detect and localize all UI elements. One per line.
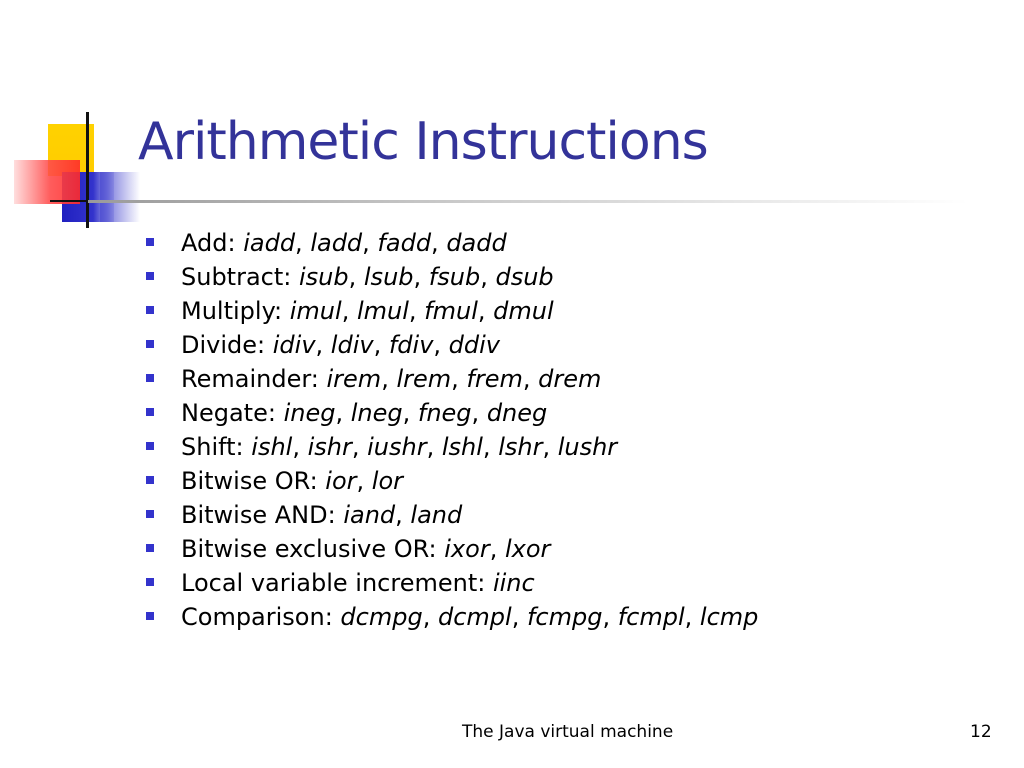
instruction-name: dcmpg — [340, 603, 423, 631]
instruction-name: fcmpg — [526, 603, 603, 631]
square-bullet-icon — [146, 408, 154, 416]
bullet-label: Negate: — [181, 399, 276, 427]
instruction-name: ddiv — [448, 331, 501, 359]
instruction-name: lshl — [441, 433, 483, 461]
instruction-name: dmul — [493, 297, 554, 325]
bullet-label: Remainder: — [181, 365, 319, 393]
square-bullet-icon — [146, 476, 154, 484]
instruction-name: ladd — [310, 229, 363, 257]
instruction-name: ixor — [444, 535, 490, 563]
square-bullet-icon — [146, 306, 154, 314]
instruction-name: fsub — [428, 263, 481, 291]
bullet-item: Remainder: irem, lrem, frem, drem — [146, 362, 758, 396]
instruction-name: fmul — [424, 297, 478, 325]
instruction-name: drem — [538, 365, 602, 393]
instruction-name: iand — [343, 501, 396, 529]
bullet-item: Subtract: isub, lsub, fsub, dsub — [146, 260, 758, 294]
logo-vertical-line — [86, 112, 89, 228]
bullet-label: Bitwise AND: — [181, 501, 336, 529]
bullet-label: Shift: — [181, 433, 244, 461]
instruction-name: ineg — [283, 399, 336, 427]
instruction-name: dadd — [446, 229, 507, 257]
instruction-name: fadd — [377, 229, 432, 257]
bullet-item: Bitwise AND: iand, land — [146, 498, 758, 532]
bullet-item: Divide: idiv, ldiv, fdiv, ddiv — [146, 328, 758, 362]
instruction-name: lsub — [363, 263, 414, 291]
instruction-name: lrem — [396, 365, 452, 393]
instruction-name: fdiv — [388, 331, 434, 359]
instruction-name: iadd — [243, 229, 296, 257]
square-bullet-icon — [146, 510, 154, 518]
bullet-label: Subtract: — [181, 263, 292, 291]
slide-template-logo-icon — [0, 0, 150, 240]
square-bullet-icon — [146, 238, 154, 246]
instruction-name: lneg — [350, 399, 403, 427]
instruction-name: imul — [289, 297, 342, 325]
instruction-name: lmul — [356, 297, 409, 325]
instruction-name: iinc — [492, 569, 535, 597]
instruction-name: ishr — [307, 433, 352, 461]
instruction-name: ishl — [251, 433, 293, 461]
title-divider — [88, 200, 968, 203]
square-bullet-icon — [146, 442, 154, 450]
instruction-name: fneg — [417, 399, 472, 427]
bullet-label: Comparison: — [181, 603, 333, 631]
slide-title: Arithmetic Instructions — [138, 112, 708, 172]
bullet-item: Bitwise OR: ior, lor — [146, 464, 758, 498]
instruction-name: ldiv — [330, 331, 374, 359]
square-bullet-icon — [146, 544, 154, 552]
square-bullet-icon — [146, 340, 154, 348]
square-bullet-icon — [146, 612, 154, 620]
instruction-name: frem — [466, 365, 523, 393]
bullet-label: Multiply: — [181, 297, 283, 325]
bullet-label: Bitwise OR: — [181, 467, 318, 495]
instruction-name: lushr — [557, 433, 618, 461]
bullet-item: Multiply: imul, lmul, fmul, dmul — [146, 294, 758, 328]
instruction-name: ior — [325, 467, 357, 495]
bullet-item: Negate: ineg, lneg, fneg, dneg — [146, 396, 758, 430]
instruction-name: idiv — [272, 331, 316, 359]
instruction-name: lor — [371, 467, 403, 495]
square-bullet-icon — [146, 374, 154, 382]
bullet-label: Divide: — [181, 331, 266, 359]
bullet-label: Local variable increment: — [181, 569, 486, 597]
bullet-item: Shift: ishl, ishr, iushr, lshl, lshr, lushr — [146, 430, 758, 464]
instruction-name: dcmpl — [437, 603, 512, 631]
square-bullet-icon — [146, 272, 154, 280]
instruction-name: lcmp — [699, 603, 759, 631]
bullet-item: Bitwise exclusive OR: ixor, lxor — [146, 532, 758, 566]
instruction-name: isub — [299, 263, 349, 291]
instruction-name: dsub — [495, 263, 554, 291]
square-bullet-icon — [146, 578, 154, 586]
instruction-name: lxor — [504, 535, 551, 563]
logo-blue-fade — [100, 172, 140, 222]
bullet-list — [146, 226, 758, 634]
instruction-name: land — [410, 501, 463, 529]
instruction-name: fcmpl — [617, 603, 685, 631]
bullet-label: Add: — [181, 229, 236, 257]
instruction-name: lshr — [498, 433, 543, 461]
page-number: 12 — [970, 722, 992, 742]
bullet-item — [146, 566, 758, 600]
instruction-name: iushr — [367, 433, 427, 461]
bullet-item: Add: iadd, ladd, fadd, dadd — [146, 226, 758, 260]
instruction-name: irem — [326, 365, 382, 393]
bullet-item: Comparison: dcmpg, dcmpl, fcmpg, fcmpl, lcmp — [146, 600, 758, 634]
slide-footer: The Java virtual machine — [462, 722, 674, 742]
instruction-name: dneg — [486, 399, 548, 427]
bullet-label: Bitwise exclusive OR: — [181, 535, 437, 563]
logo-red-square — [14, 160, 80, 204]
